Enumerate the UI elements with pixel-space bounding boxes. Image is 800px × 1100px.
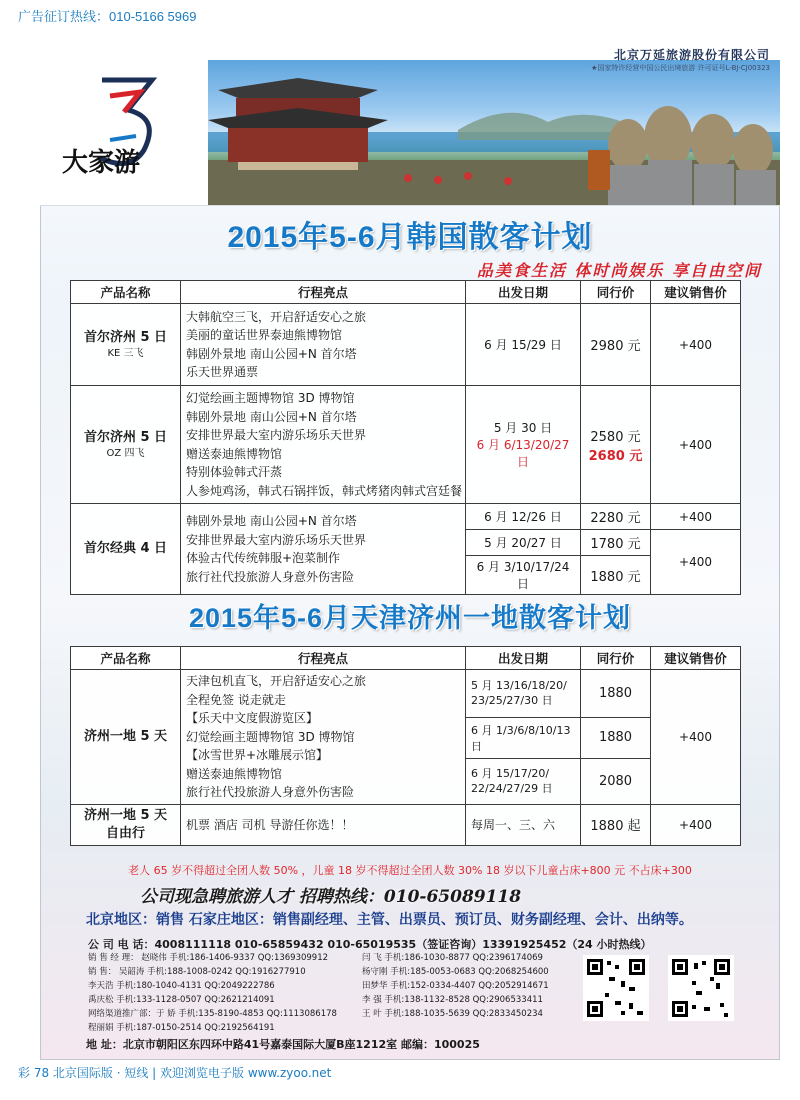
qr-code-icon bbox=[583, 955, 649, 1021]
trade-price: 1880 起 bbox=[581, 804, 651, 845]
itinerary-highlights: 大韩航空三飞，开启舒适安心之旅 美丽的童话世界泰迪熊博物馆 韩剧外景地 南山公园+N 首尔塔 乐天世界通票 bbox=[181, 304, 466, 386]
suggested-price: +400 bbox=[651, 304, 741, 386]
departure-date: 5 月 13/16/18/20/ 23/25/27/30 日 bbox=[466, 670, 581, 718]
recruitment-banner: 公司现急聘旅游人才 招聘热线：010-65089118 bbox=[140, 887, 522, 907]
korea-plan-title: 2015年5-6月韩国散客计划 bbox=[227, 221, 593, 254]
product-name: 首尔济州 5 日 KE 三飞 bbox=[71, 304, 181, 386]
departure-date: 每周一、三、六 bbox=[466, 804, 581, 845]
trade-price: 1780 元 bbox=[581, 530, 651, 556]
col-header: 出发日期 bbox=[466, 281, 581, 304]
jeju-plan-title: 2015年5-6月天津济州一地散客计划 bbox=[188, 603, 632, 633]
age-policy-note: 老人 65 岁不得超过全团人数 50% ，儿童 18 岁不得超过全团人数 30% 18 岁以下儿童占床+800 元 不占床+300 bbox=[128, 864, 692, 877]
staff-list-right bbox=[362, 951, 549, 1021]
product-name: 首尔经典 4 日 bbox=[71, 504, 181, 595]
table-row bbox=[71, 386, 741, 504]
suggested-price: +400 bbox=[651, 386, 741, 504]
trade-price: 2080 bbox=[581, 758, 651, 804]
col-header: 产品名称 bbox=[71, 281, 181, 304]
trade-price: 1880 bbox=[581, 670, 651, 718]
suggested-price: +400 bbox=[651, 504, 741, 530]
table-row bbox=[71, 504, 741, 530]
table-header-row bbox=[71, 281, 741, 304]
staff-entry: 闫 飞 手机:186-1030-8877 QQ:2396174069 bbox=[362, 953, 543, 963]
departure-date: 6 月 15/17/20/ 22/24/27/29 日 bbox=[466, 758, 581, 804]
table-header-row bbox=[71, 647, 741, 670]
brand-logo bbox=[40, 40, 208, 205]
company-phones: 公 司 电 话：4008111118 010-65859432 010-65019535（签证咨询）13391925452（24 小时热线） bbox=[88, 938, 652, 951]
itinerary-highlights: 韩剧外景地 南山公园+N 首尔塔 安排世界最大室内游乐场乐天世界 体验古代传统韩服+泡菜制作 旅行社代投旅游人身意外伤害险 bbox=[181, 504, 466, 595]
staff-entry: 杨守刚 手机:185-0053-0683 QQ:2068254600 bbox=[362, 967, 549, 977]
staff-entry: 田梦华 手机:152-0334-4407 QQ:2052914671 bbox=[362, 981, 549, 991]
product-name: 济州一地 5 天 自由行 bbox=[71, 804, 181, 845]
trade-price: 2280 元 bbox=[581, 504, 651, 530]
departure-date: 5 月 20/27 日 bbox=[466, 530, 581, 556]
departure-date: 5 月 30 日 6 月 6/13/20/27 日 bbox=[466, 386, 581, 504]
banner-photo bbox=[208, 60, 780, 205]
logo-text: 大家游 bbox=[62, 148, 141, 178]
departure-date: 6 月 15/29 日 bbox=[466, 304, 581, 386]
palace-scene-illustration bbox=[208, 60, 780, 205]
staff-entry: 网络渠道推广部：于 娇 手机:135-8190-4853 QQ:1113086178 bbox=[88, 1009, 337, 1019]
col-header: 产品名称 bbox=[71, 647, 181, 670]
col-header: 行程亮点 bbox=[181, 647, 466, 670]
table-row bbox=[71, 304, 741, 386]
korea-plan-table bbox=[70, 280, 741, 595]
itinerary-highlights: 幻觉绘画主题博物馆 3D 博物馆 韩剧外景地 南山公园+N 首尔塔 安排世界最大室内游乐场乐天世界 赠送泰迪熊博物馆 特别体验韩式汗蒸 人参炖鸡汤，韩式石锅拌饭，韩式烤猪肉韩式宫廷餐 bbox=[181, 386, 466, 504]
trade-price: 1880 bbox=[581, 717, 651, 758]
trade-price: 2580 元 2680 元 bbox=[581, 386, 651, 504]
ad-hotline: 广告征订热线：010-5166 5969 bbox=[18, 9, 197, 24]
staff-entry: 禹庆松 手机:133-1128-0507 QQ:2621214091 bbox=[88, 995, 275, 1005]
staff-entry: 李 强 手机:138-1132-8528 QQ:2906533411 bbox=[362, 995, 543, 1005]
trade-price: 1880 元 bbox=[581, 556, 651, 595]
col-header: 建议销售价 bbox=[651, 281, 741, 304]
job-regions: 北京地区：销售 石家庄地区：销售副经理、主管、出票员、预订员、财务副经理、会计、出纳等。 bbox=[86, 912, 693, 928]
staff-entry: 程丽娟 手机:187-0150-2514 QQ:2192564191 bbox=[88, 1023, 275, 1033]
product-name: 济州一地 5 天 bbox=[71, 670, 181, 805]
company-name: 北京万延旅游股份有限公司 bbox=[613, 48, 770, 62]
page-footer: 彩 78 北京国际版 · 短线 | 欢迎浏览电子版 www.zyoo.net bbox=[18, 1066, 332, 1080]
trade-price: 2980 元 bbox=[581, 304, 651, 386]
suggested-price: +400 bbox=[651, 530, 741, 595]
product-name: 首尔济州 5 日 OZ 四飞 bbox=[71, 386, 181, 504]
qr-code-icon bbox=[668, 955, 734, 1021]
table-row bbox=[71, 670, 741, 718]
logo-mark-icon bbox=[40, 40, 208, 205]
staff-entry: 王 叶 手机:188-1035-5639 QQ:2833450234 bbox=[362, 1009, 543, 1019]
suggested-price: +400 bbox=[651, 804, 741, 845]
slogan: 品美食生活 体时尚娱乐 享自由空间 bbox=[476, 261, 762, 280]
col-header: 同行价 bbox=[581, 281, 651, 304]
departure-date: 6 月 12/26 日 bbox=[466, 504, 581, 530]
suggested-price: +400 bbox=[651, 670, 741, 805]
staff-entry: 李天浩 手机:180-1040-4131 QQ:2049222786 bbox=[88, 981, 275, 991]
staff-list-left bbox=[88, 951, 337, 1035]
col-header: 同行价 bbox=[581, 647, 651, 670]
license-text: ★国家特许经营中国公民出境旅游 许可证号L-BJ-CJ00323 bbox=[591, 64, 770, 72]
col-header: 行程亮点 bbox=[181, 281, 466, 304]
company-address: 地 址：北京市朝阳区东四环中路41号嘉泰国际大厦B座1212室 邮编：100025 bbox=[86, 1038, 480, 1051]
departure-date: 6 月 3/10/17/24 日 bbox=[466, 556, 581, 595]
departure-date: 6 月 1/3/6/8/10/13 日 bbox=[466, 717, 581, 758]
col-header: 出发日期 bbox=[466, 647, 581, 670]
itinerary-highlights: 机票 酒店 司机 导游任你选！！ bbox=[181, 804, 466, 845]
col-header: 建议销售价 bbox=[651, 647, 741, 670]
itinerary-highlights: 天津包机直飞，开启舒适安心之旅 全程免签 说走就走 【乐天中文度假游览区】 幻觉绘画主题博物馆 3D 博物馆 【冰雪世界+冰雕展示馆】 赠送泰迪熊博物馆 旅行社代投旅游人身意外伤害险 bbox=[181, 670, 466, 805]
table-row bbox=[71, 804, 741, 845]
staff-entry: 销 售 经 理： 赵晓伟 手机:186-1406-9337 QQ:1369309912 bbox=[88, 953, 329, 963]
jeju-plan-table bbox=[70, 646, 741, 846]
staff-entry: 销 售： 吴韶涛 手机:188-1008-0242 QQ:1916277910 bbox=[88, 967, 306, 977]
